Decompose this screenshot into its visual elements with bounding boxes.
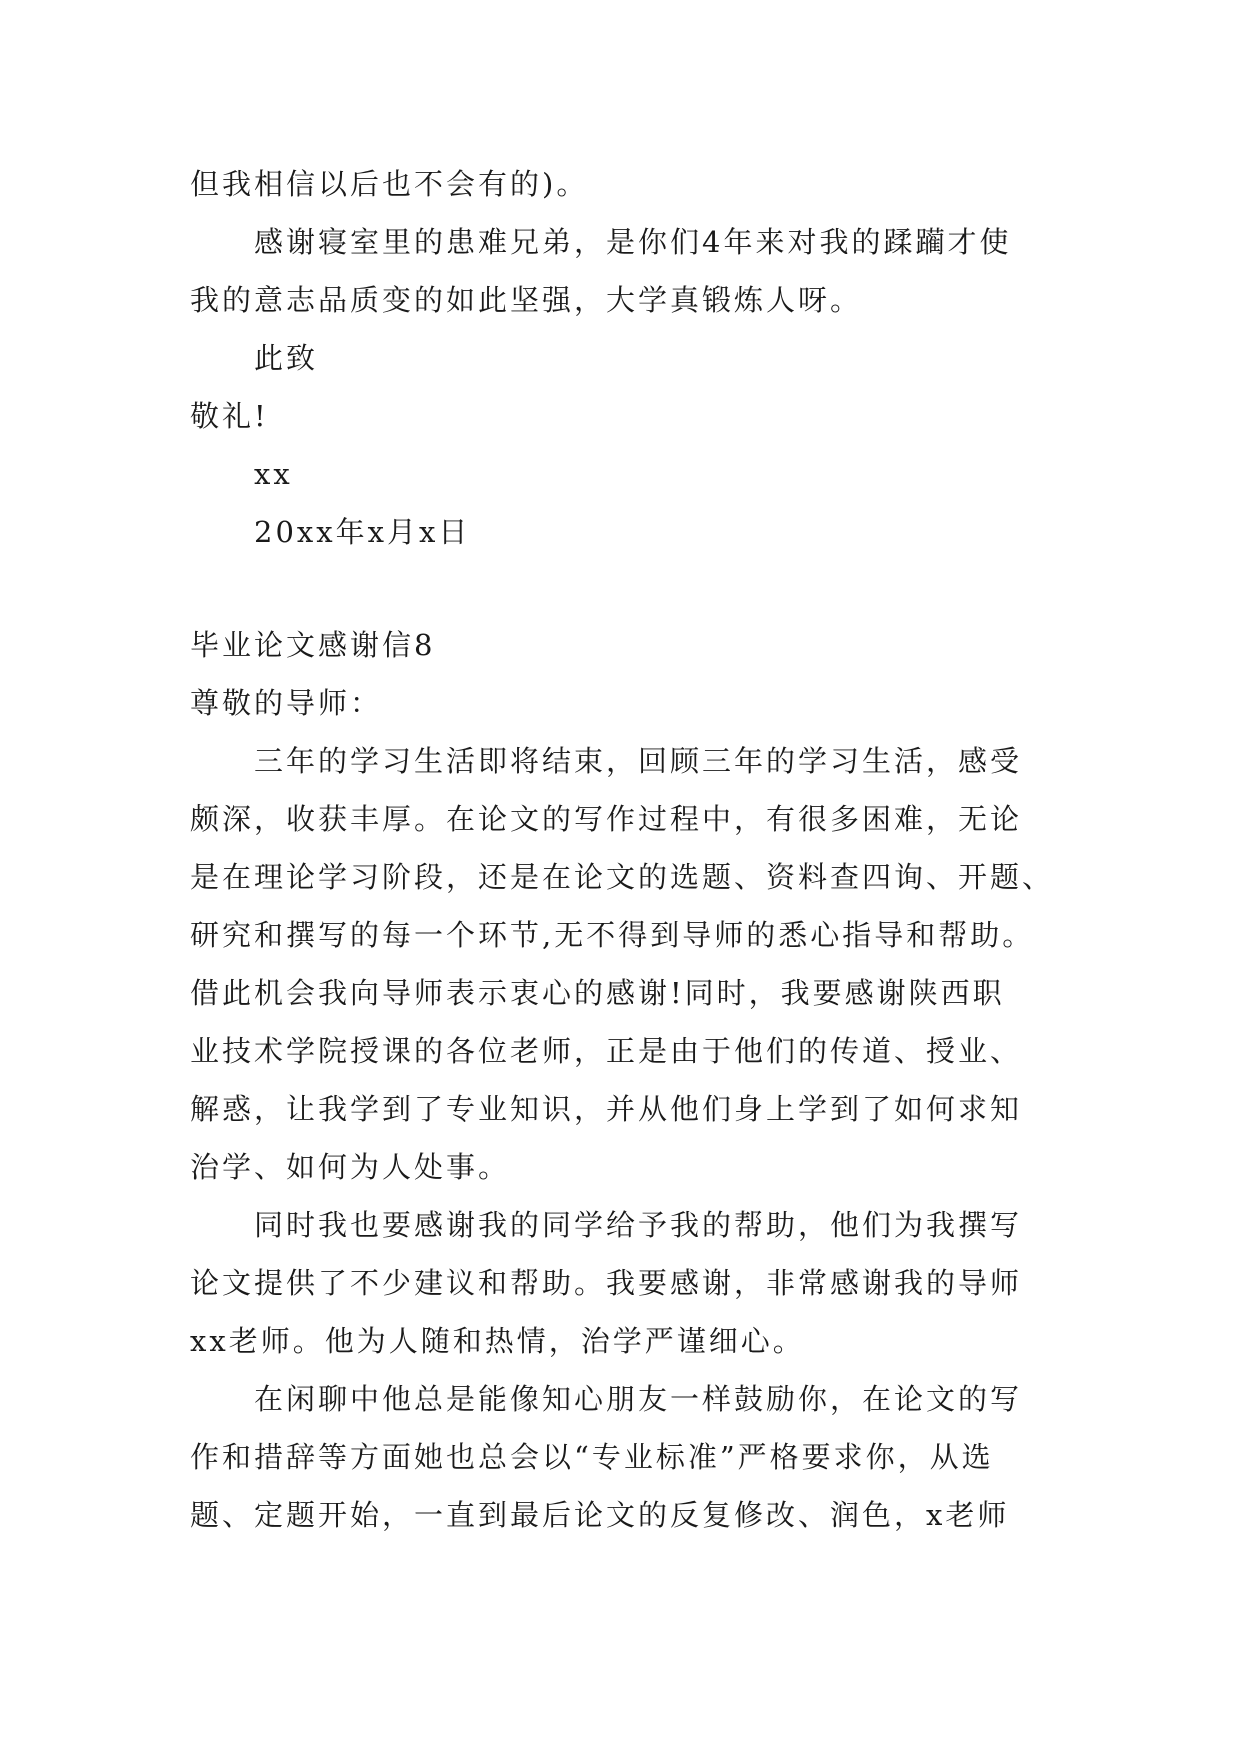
text-line: 但我相信以后也不会有的)。 <box>190 167 589 201</box>
text-line: 三年的学习生活即将结束，回顾三年的学习生活，感受 <box>254 744 1023 778</box>
text-line: 论文提供了不少建议和帮助。我要感谢，非常感谢我的导师 <box>190 1266 1023 1300</box>
paragraph-dorm-thanks <box>190 213 1070 329</box>
text-line: 治学、如何为人处事。 <box>190 1150 511 1184</box>
paragraph-advisor-thanks <box>190 732 1070 1196</box>
text-line: 解惑，让我学到了专业知识，并从他们身上学到了如何求知 <box>190 1092 1023 1126</box>
text-line: 我的意志品质变的如此坚强，大学真锻炼人呀。 <box>190 283 863 317</box>
closing-line-2: 敬礼! <box>190 399 269 433</box>
text-line: 研究和撰写的每一个环节,无不得到导师的悉心指导和帮助。 <box>190 918 1035 952</box>
text-line: 在闲聊中他总是能像知心朋友一样鼓励你，在论文的写 <box>254 1382 1023 1416</box>
text-line: 借此机会我向导师表示衷心的感谢!同时，我要感谢陕西职 <box>190 976 1005 1010</box>
letter-body <box>190 155 1070 1544</box>
paragraph-classmates-thanks <box>190 1196 1070 1370</box>
text-line: xx老师。他为人随和热情，治学严谨细心。 <box>190 1324 805 1358</box>
letter-title: 毕业论文感谢信8 <box>190 628 436 662</box>
text-line: 是在理论学习阶段，还是在论文的选题、资料查四询、开题、 <box>190 860 1055 894</box>
paragraph-advisor-guidance <box>190 1370 1070 1544</box>
text-line: 颇深，收获丰厚。在论文的写作过程中，有很多困难，无论 <box>190 802 1023 836</box>
closing-line-1: 此致 <box>254 341 319 375</box>
text-line: 作和措辞等方面她也总会以“专业标准”严格要求你，从选 <box>190 1440 994 1474</box>
text-line: 题、定题开始，一直到最后论文的反复修改、润色，x老师 <box>190 1498 1010 1532</box>
text-line: 同时我也要感谢我的同学给予我的帮助，他们为我撰写 <box>254 1208 1023 1242</box>
text-line: 感谢寝室里的患难兄弟，是你们4年来对我的蹂躏才使 <box>254 225 1012 259</box>
salutation: 尊敬的导师： <box>190 686 383 720</box>
date: 20xx年x月x日 <box>254 515 471 549</box>
text-line: 业技术学院授课的各位老师，正是由于他们的传道、授业、 <box>190 1034 1023 1068</box>
signature: xx <box>254 457 293 491</box>
section-gap <box>190 561 1070 616</box>
